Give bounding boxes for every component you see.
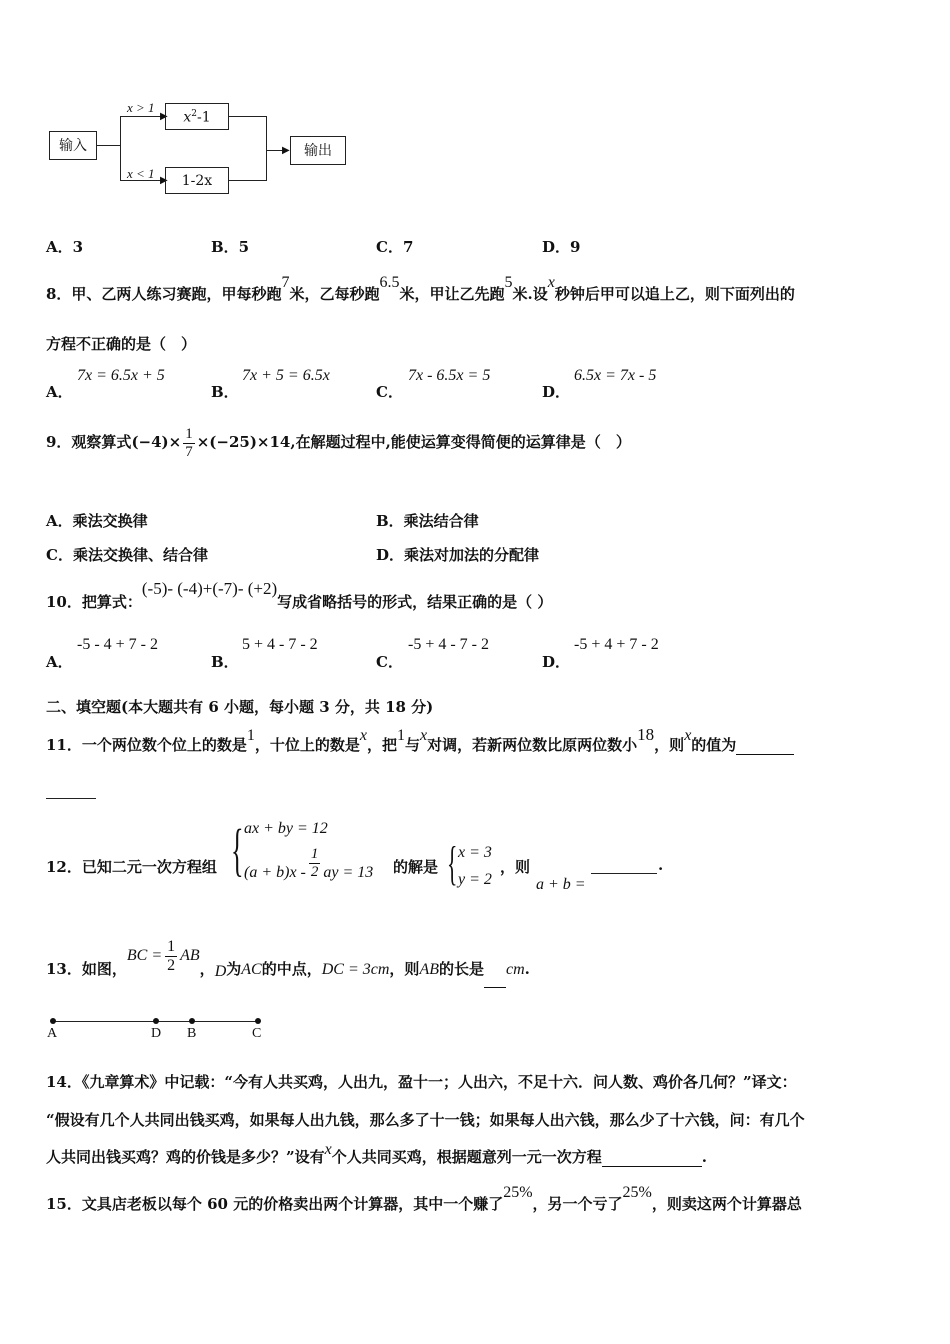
q12-end: . bbox=[658, 856, 664, 874]
expr-bottom-box: 1-2x bbox=[165, 167, 229, 194]
q10-stem: 10．把算式：(-5)- (-4)+(-7)- (+2)写成省略括号的形式，结果正确的是（ ） bbox=[46, 579, 553, 611]
q10-label-b: B． bbox=[211, 653, 239, 671]
output-box: 输出 bbox=[290, 136, 346, 165]
q8-label-d: D． bbox=[542, 383, 571, 401]
q15-stem: 15．文具店老板以每个 60 元的价格卖出两个计算器，其中一个赚了25%，另一个亏了25%，则卖这两个计算器总 bbox=[46, 1184, 802, 1213]
q9-option-a: A．乘法交换律 bbox=[46, 512, 148, 530]
q7-option-a: A．3 bbox=[46, 238, 84, 256]
condition-top: x > 1 bbox=[127, 100, 155, 115]
q12-sol2: y = 2 bbox=[458, 871, 492, 888]
expr-top-box: $x^2-1$ bbox=[165, 103, 229, 130]
q8-stem-line2: 方程不正确的是（ ） bbox=[46, 335, 197, 353]
q12-text-b: 的解是 bbox=[393, 858, 439, 876]
q8-option-b: 7x + 5 = 6.5x bbox=[242, 367, 330, 384]
point-d-label: D bbox=[151, 1026, 162, 1041]
q12-expr: a + b = bbox=[536, 876, 586, 893]
q7-option-c: C．7 bbox=[376, 238, 414, 256]
q10-option-a: -5 - 4 + 7 - 2 bbox=[77, 636, 159, 653]
q8-label-c: C． bbox=[376, 383, 403, 401]
q12-eq1: ax + by = 12 bbox=[244, 820, 328, 837]
q10-label-c: C． bbox=[376, 653, 403, 671]
q13-stem: 13．如图，BC = $\frac{1}{2}$ AB，D为AC的中点，DC = 3cm，则AB的长是 cm. bbox=[46, 930, 530, 966]
q14-line1: 14．《九章算术》中记载：“今有人共买鸡，人出九，盈十一；人出六，不足十六．问人数、鸡价各几何？”译文： bbox=[46, 1073, 797, 1091]
q8-option-c: 7x - 6.5x = 5 bbox=[408, 367, 491, 384]
q14-line3: 人共同出钱买鸡？鸡的价钱是多少？”设有x个人共同买鸡，根据题意列一元一次方程 . bbox=[46, 1141, 707, 1166]
q8-label-a: A． bbox=[46, 383, 73, 401]
q10-label-a: A． bbox=[46, 653, 73, 671]
point-b-label: B bbox=[187, 1026, 197, 1041]
q11-answer-blank[interactable] bbox=[46, 798, 96, 799]
q10-option-b: 5 + 4 - 7 - 2 bbox=[242, 636, 318, 653]
q12-answer-blank[interactable] bbox=[591, 873, 657, 874]
q14-line2: “假设有几个人共同出钱买鸡，如果每人出九钱，那么多了十一钱；如果每人出六钱，那么少了十六钱，问：有几个 bbox=[46, 1111, 805, 1129]
q8-label-b: B． bbox=[211, 383, 239, 401]
point-a-label: A bbox=[47, 1026, 58, 1041]
q11-stem: 11．一个两位数个位上的数是1，十位上的数是x，把1与x对调，若新两位数比原两位数小18，则x的值为 bbox=[46, 734, 794, 755]
input-box: 输入 bbox=[49, 131, 97, 160]
q12-sol1: x = 3 bbox=[458, 844, 492, 861]
section-heading: 二、填空题(本大题共有 6 小题，每小题 3 分，共 18 分) bbox=[46, 698, 434, 716]
q12-eq2: (a + b)x - $\frac{1}{2}$ ay = 13 bbox=[244, 846, 374, 881]
q9-option-d: D．乘法对加法的分配律 bbox=[376, 546, 540, 564]
q9-stem: 9．观察算式(−4)× $\frac{1}{7}$ ×(−25)×14,在解题过程中,能使运算变得简便的运算律是（ ） bbox=[46, 426, 631, 460]
q8-stem: 8．甲、乙两人练习赛跑，甲每秒跑7米，乙每秒跑6.5米，甲让乙先跑5米.设x秒钟后甲可以追上乙，则下面列出的 bbox=[46, 274, 795, 303]
q8-option-d: 6.5x = 7x - 5 bbox=[574, 367, 657, 384]
q7-option-b: B．5 bbox=[211, 238, 250, 256]
q8-option-a: 7x = 6.5x + 5 bbox=[77, 367, 165, 384]
q9-option-c: C．乘法交换律、结合律 bbox=[46, 546, 208, 564]
q12-text-c: ，则 bbox=[500, 858, 531, 876]
q9-option-b: B．乘法结合律 bbox=[376, 512, 479, 530]
condition-bottom: x < 1 bbox=[127, 166, 155, 181]
point-c-label: C bbox=[252, 1026, 262, 1041]
q10-option-c: -5 + 4 - 7 - 2 bbox=[408, 636, 490, 653]
q7-option-d: D．9 bbox=[542, 238, 581, 256]
q12-text-a: 12．已知二元一次方程组 bbox=[46, 858, 217, 876]
q10-option-d: -5 + 4 + 7 - 2 bbox=[574, 636, 659, 653]
q10-label-d: D． bbox=[542, 653, 571, 671]
